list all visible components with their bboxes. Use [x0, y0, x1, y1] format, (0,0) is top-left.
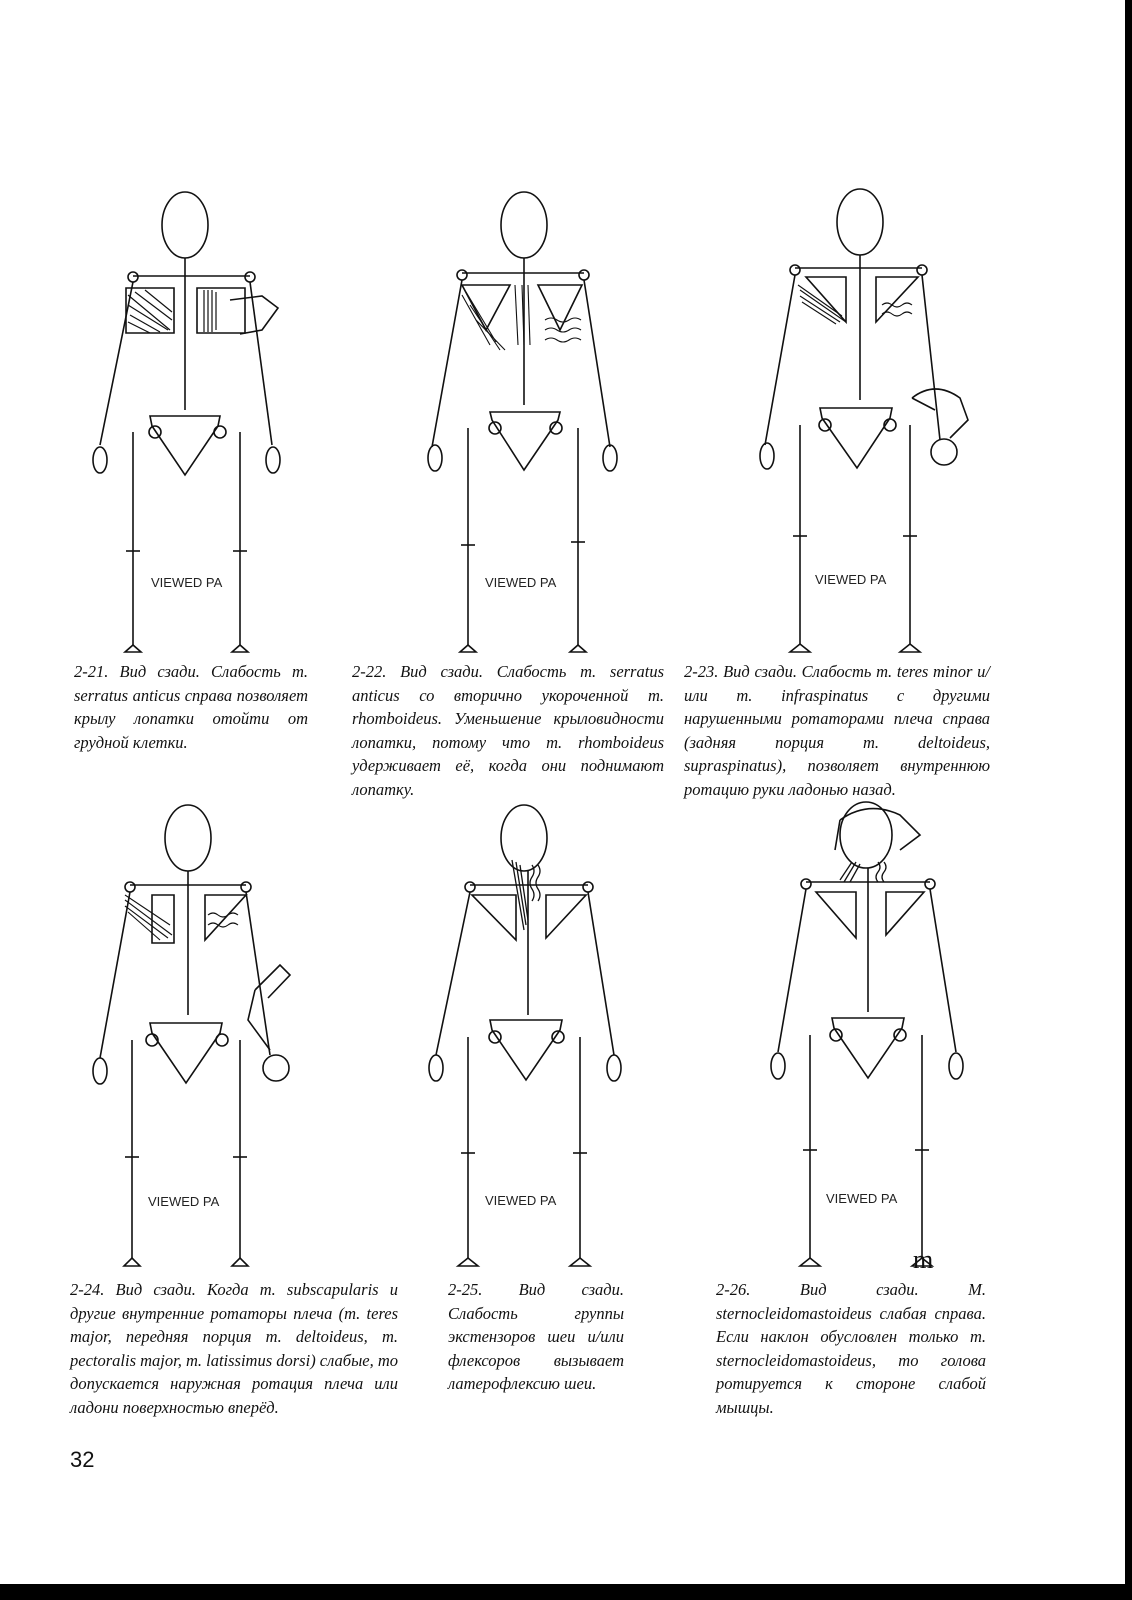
caption-2-24: 2-24. Вид сзади. Когда m. subscapularis и другие внутренние ротаторы плеча (m. teres major, передняя порция m. deltoideus, m. pectoralis major, m. latissimus dorsi) слабые, то допускается наружная ротация плеча или ладони поверхностью вперёд. — [70, 1280, 398, 1417]
stray-scan-mark: m — [913, 1245, 934, 1274]
caption-2-26: 2-26. Вид сзади. M. sternocleidomastoideus слабая справа. Если наклон обусловлен только m. sternocleidomastoideus, то голова ротируется к стороне слабой мышцы. — [716, 1280, 986, 1417]
caption-2-23: 2-23. Вид сзади. Слабость m. teres minor и/или m. infraspinatus с другими нарушенными ротаторами плеча справа (задняя порция m. deltoideus, supraspinatus), позволяет внутреннюю ротацию руки ладонью назад. — [684, 662, 990, 799]
viewed-label-2-22: VIEWED PA — [485, 575, 557, 590]
caption-2-25: 2-25. Вид сзади. Слабость группы экстензоров шеи и/или флексоров вызывает латерофлексию шеи. — [448, 1280, 624, 1393]
viewed-label-2-26: VIEWED PA — [826, 1191, 898, 1206]
viewed-label-2-24: VIEWED PA — [148, 1194, 220, 1209]
viewed-label-2-21: VIEWED PA — [151, 575, 223, 590]
viewed-label-2-25: VIEWED PA — [485, 1193, 557, 1208]
caption-2-21: 2-21. Вид сзади. Слабость m. serratus anticus справа позволяет крылу лопатки отойти от грудной клетки. — [74, 662, 308, 752]
viewed-label-2-23: VIEWED PA — [815, 572, 887, 587]
caption-2-22: 2-22. Вид сзади. Слабость m. serratus anticus со вторично укороченной m. rhomboideus. Уменьшение крыловидности лопатки, потому что m. rhomboideus удерживает её, когда они поднимают лопатку. — [352, 662, 664, 799]
scan-edge-bottom — [0, 1584, 1132, 1600]
page-number: 32 — [70, 1447, 95, 1472]
scan-edge-right — [1125, 0, 1132, 1600]
